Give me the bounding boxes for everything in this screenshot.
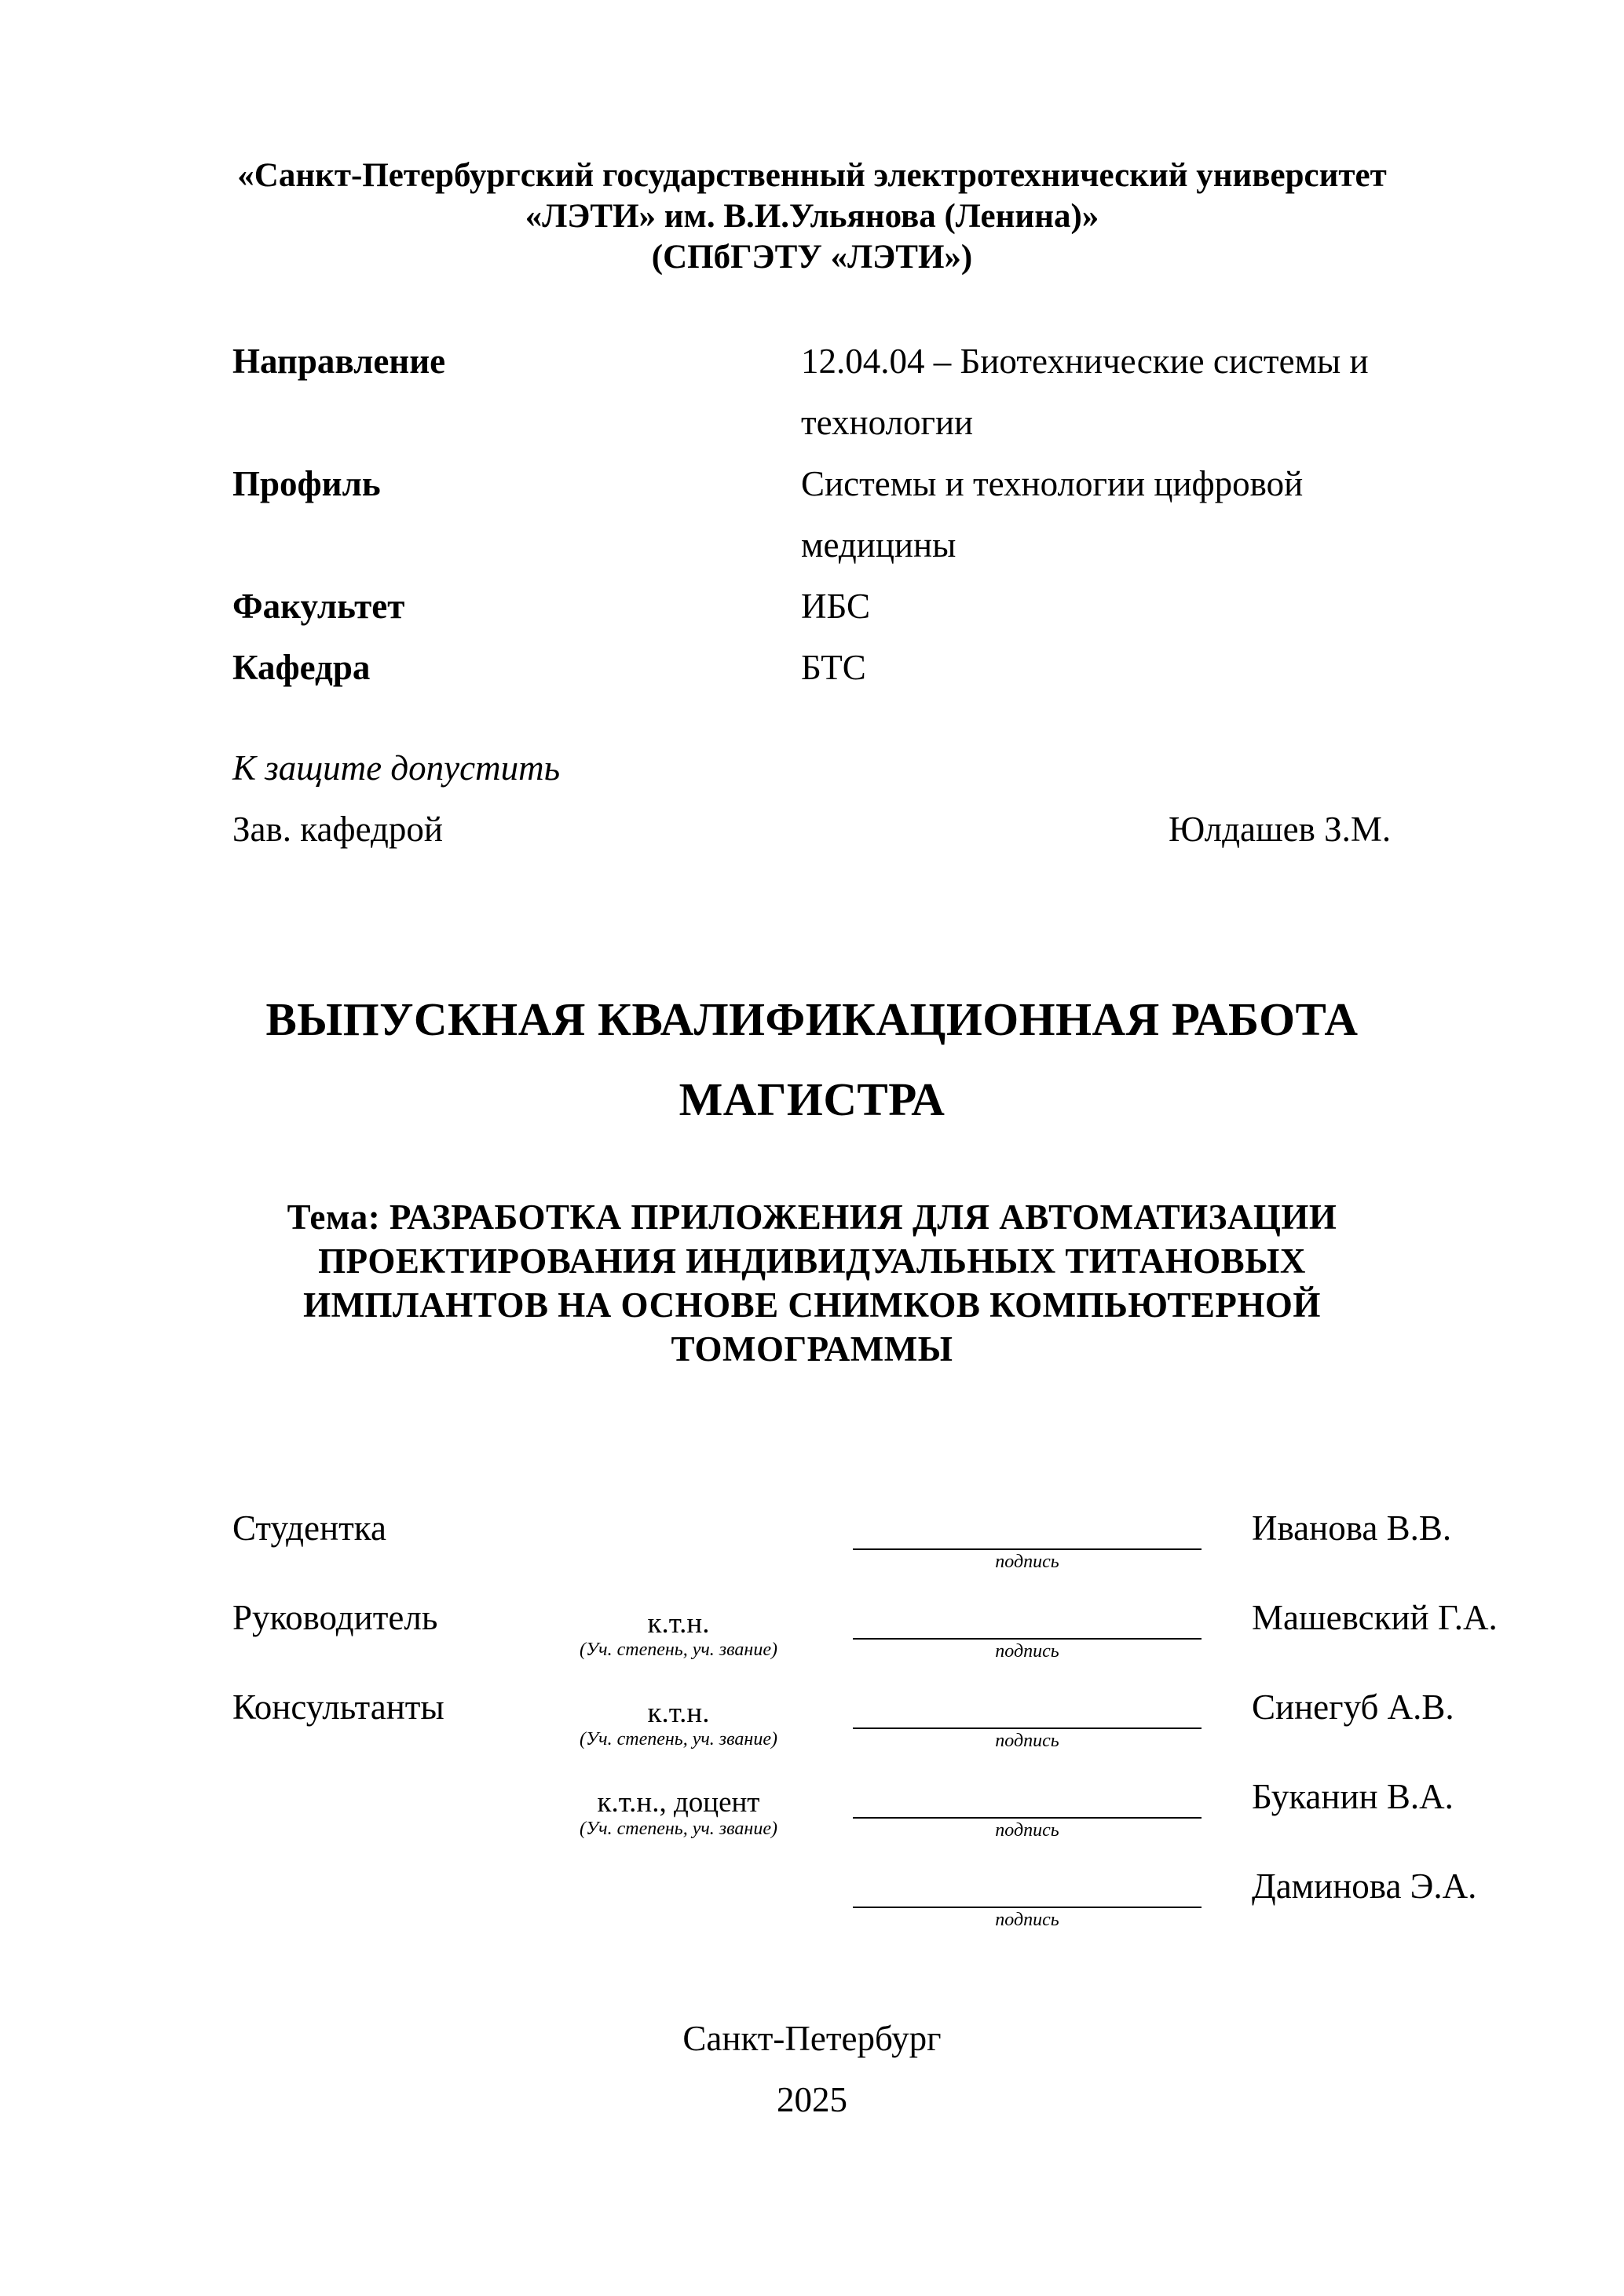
direction-label: Направление	[232, 342, 446, 381]
admission-note: К защите допустить	[232, 748, 561, 788]
degree-caption: (Уч. степень, уч. звание)	[580, 1819, 777, 1839]
consultant-degree: к.т.н.	[647, 1697, 710, 1729]
student-role: Студентка	[232, 1508, 386, 1548]
city: Санкт-Петербург	[682, 2019, 942, 2058]
signature-caption: подпись	[995, 1820, 1059, 1841]
head-of-department-role: Зав. кафедрой	[232, 810, 443, 849]
signature-caption: подпись	[995, 1641, 1059, 1662]
supervisor-degree: к.т.н.	[647, 1607, 710, 1640]
topic-line1: Тема: РАЗРАБОТКА ПРИЛОЖЕНИЯ ДЛЯ АВТОМАТИЗАЦИИ	[287, 1197, 1337, 1237]
document-title-line2: МАГИСТРА	[678, 1073, 946, 1125]
degree-caption: (Уч. степень, уч. звание)	[580, 1729, 777, 1749]
signature-line	[853, 1548, 1202, 1550]
document-title-line1: ВЫПУСКНАЯ КВАЛИФИКАЦИОННАЯ РАБОТА	[265, 993, 1359, 1045]
university-name-line1: «Санкт-Петербургский государственный электротехнический университет	[237, 157, 1387, 194]
topic-line2: ПРОЕКТИРОВАНИЯ ИНДИВИДУАЛЬНЫХ ТИТАНОВЫХ	[318, 1241, 1306, 1281]
head-of-department-name: Юлдашев З.М.	[1169, 810, 1392, 849]
year: 2025	[777, 2080, 847, 2119]
profile-value-line1: Системы и технологии цифровой	[801, 464, 1304, 503]
student-name: Иванова В.В.	[1252, 1508, 1452, 1548]
consultant-name: Даминова Э.А.	[1252, 1866, 1477, 1906]
university-name-line2: «ЛЭТИ» им. В.И.Ульянова (Ленина)»	[525, 198, 1099, 235]
degree-caption: (Уч. степень, уч. звание)	[580, 1640, 777, 1660]
signature-caption: подпись	[995, 1731, 1059, 1751]
supervisor-role: Руководитель	[232, 1598, 438, 1637]
department-value: БТС	[801, 648, 866, 687]
signature-caption: подпись	[995, 1552, 1059, 1572]
topic-line3: ИМПЛАНТОВ НА ОСНОВЕ СНИМКОВ КОМПЬЮТЕРНОЙ	[303, 1285, 1321, 1325]
department-label: Кафедра	[232, 648, 371, 687]
consultant-name: Синегуб А.В.	[1252, 1687, 1454, 1727]
signature-line	[853, 1638, 1202, 1640]
direction-value-line1: 12.04.04 – Биотехнические системы и	[801, 342, 1369, 381]
topic-line4: ТОМОГРАММЫ	[671, 1329, 953, 1369]
consultant-degree: к.т.н., доцент	[597, 1786, 760, 1819]
direction-value-line2: технологии	[801, 403, 974, 442]
consultant-name: Буканин В.А.	[1252, 1777, 1454, 1816]
consultants-role: Консультанты	[232, 1687, 444, 1727]
profile-label: Профиль	[232, 464, 381, 503]
faculty-label: Факультет	[232, 587, 405, 626]
signature-line	[853, 1907, 1202, 1908]
signature-line	[853, 1727, 1202, 1729]
university-abbreviation: (СПбГЭТУ «ЛЭТИ»)	[651, 239, 973, 276]
signature-caption: подпись	[995, 1910, 1059, 1930]
profile-value-line2: медицины	[801, 525, 956, 565]
signature-line	[853, 1817, 1202, 1819]
supervisor-name: Машевский Г.А.	[1252, 1598, 1498, 1637]
faculty-value: ИБС	[801, 587, 871, 626]
